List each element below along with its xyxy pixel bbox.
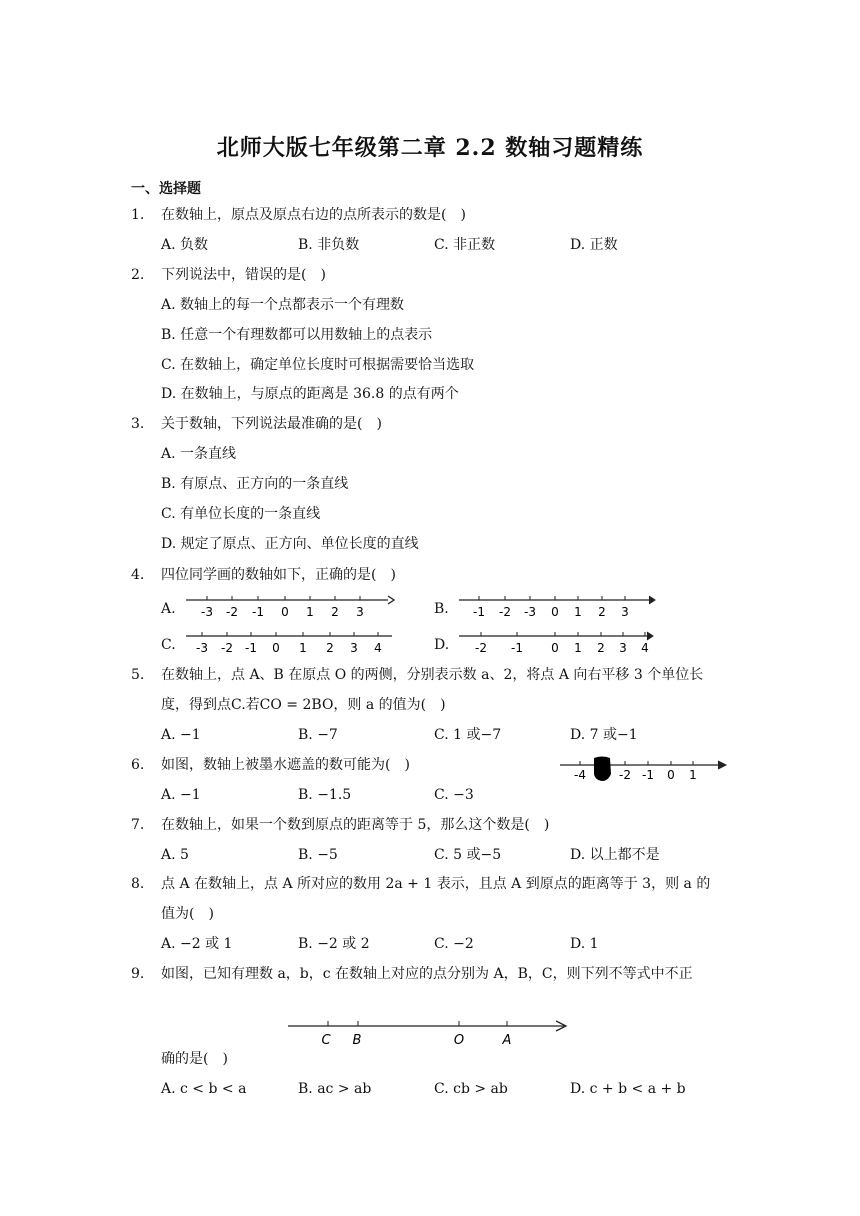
tick-label: 2 — [326, 641, 334, 655]
question-stem: 如图，数轴上被墨水遮盖的数可能为( ) — [161, 757, 410, 773]
tick-label: 0 — [667, 768, 675, 782]
tick-label: -4 — [574, 768, 586, 782]
question-number: 4. — [131, 567, 145, 583]
tick-label: 0 — [551, 605, 559, 619]
question-number: 7. — [131, 817, 145, 833]
tick-label: -2 — [221, 641, 233, 655]
tick-label: 1 — [306, 605, 314, 619]
question-stem-line1: 如图，已知有理数 a，b，c 在数轴上对应的点分别为 A，B，C，则下列不等式中不正 — [161, 966, 693, 982]
option-a: A. −1 — [161, 727, 201, 743]
question-stem: 在数轴上，原点及原点右边的点所表示的数是( ) — [161, 207, 466, 223]
option-a: A. −2 或 1 — [161, 936, 233, 952]
option-c: C. 在数轴上，确定单位长度时可根据需要恰当选取 — [161, 357, 475, 373]
option-b: B. −5 — [298, 847, 338, 863]
option-c: C. 非正数 — [434, 237, 496, 253]
option-d: D. 规定了原点、正方向、单位长度的直线 — [161, 536, 419, 552]
option-b: B. 非负数 — [298, 237, 360, 253]
tick-label: 1 — [689, 768, 697, 782]
points-number-line — [286, 1016, 576, 1052]
option-c: C. 1 或−7 — [434, 727, 502, 743]
number-line-a — [180, 592, 400, 622]
question-stem: 四位同学画的数轴如下，正确的是( ) — [161, 567, 396, 583]
option-d: D. 以上都不是 — [570, 847, 660, 863]
tick-label: -3 — [524, 605, 536, 619]
tick-label: 3 — [356, 605, 364, 619]
option-d: D. — [434, 637, 450, 653]
option-d: D. 1 — [570, 936, 599, 952]
tick-label: 4 — [641, 641, 649, 655]
tick-label: 3 — [619, 641, 627, 655]
tick-label: -2 — [499, 605, 511, 619]
question-number: 5. — [131, 667, 145, 683]
point-label-c: C — [321, 1033, 331, 1048]
option-d: D. 7 或−1 — [570, 727, 638, 743]
option-a: A. 数轴上的每一个点都表示一个有理数 — [161, 297, 405, 313]
inked-number-line — [558, 754, 733, 786]
option-c: C. 5 或−5 — [434, 847, 502, 863]
option-c: C. 有单位长度的一条直线 — [161, 506, 321, 522]
point-label-o: O — [453, 1033, 465, 1048]
question-stem: 在数轴上，如果一个数到原点的距离等于 5，那么这个数是( ) — [161, 817, 550, 833]
question-stem-line1: 点 A 在数轴上，点 A 所对应的数用 2a + 1 表示，且点 A 到原点的距离等于 3，则 a 的 — [161, 876, 711, 892]
option-a: A. — [161, 601, 176, 617]
number-line-d — [455, 628, 665, 658]
option-d: D. c + b < a + b — [570, 1081, 686, 1097]
question-number: 6. — [131, 757, 145, 773]
tick-label: -3 — [196, 641, 208, 655]
question-stem-line2: 确的是( ) — [161, 1051, 228, 1067]
tick-label: -1 — [511, 641, 523, 655]
number-line-b — [455, 592, 665, 622]
tick-label: 4 — [374, 641, 382, 655]
question-number: 1. — [131, 207, 145, 223]
question-stem-line2: 度，得到点C.若CO = 2BO，则 a 的值为( ) — [161, 697, 446, 713]
tick-label: -2 — [226, 605, 238, 619]
tick-label: 0 — [551, 641, 559, 655]
option-d: D. 在数轴上，与原点的距离是 36.8 的点有两个 — [161, 386, 459, 402]
option-b: B. −1.5 — [298, 787, 352, 803]
option-c: C. −2 — [434, 936, 474, 952]
tick-label: -1 — [252, 605, 264, 619]
tick-label: -2 — [475, 641, 487, 655]
tick-label: -1 — [642, 768, 654, 782]
question-number: 8. — [131, 876, 145, 892]
option-d: D. 正数 — [570, 237, 618, 253]
option-b: B. −7 — [298, 727, 338, 743]
point-label-a: A — [502, 1033, 512, 1048]
tick-label: 0 — [281, 605, 289, 619]
section-heading: 一、选择题 — [131, 181, 201, 197]
tick-label: 2 — [597, 641, 605, 655]
option-c: C. −3 — [434, 787, 474, 803]
tick-label: 2 — [598, 605, 606, 619]
question-stem: 下列说法中，错误的是( ) — [161, 267, 326, 283]
option-a: A. −1 — [161, 787, 201, 803]
tick-label: 1 — [299, 641, 307, 655]
question-stem-line2: 值为( ) — [161, 906, 214, 922]
tick-label: 3 — [350, 641, 358, 655]
point-label-b: B — [352, 1033, 362, 1048]
tick-label: 1 — [574, 605, 582, 619]
option-a: A. 负数 — [161, 237, 209, 253]
question-number: 3. — [131, 416, 145, 432]
ink-blot — [594, 757, 611, 782]
tick-label: -1 — [245, 641, 257, 655]
number-line-c — [180, 628, 400, 658]
tick-label: 2 — [331, 605, 339, 619]
page-title: 北师大版七年级第二章 2.2 数轴习题精练 — [216, 135, 644, 161]
option-a: A. 一条直线 — [161, 446, 237, 462]
option-a: A. c < b < a — [161, 1081, 247, 1097]
option-b: B. — [434, 601, 449, 617]
option-b: B. 有原点、正方向的一条直线 — [161, 476, 349, 492]
option-a: A. 5 — [161, 847, 189, 863]
option-b: B. ac > ab — [298, 1081, 372, 1097]
option-c: C. — [161, 637, 176, 653]
question-stem-line1: 在数轴上，点 A、B 在原点 O 的两侧，分别表示数 a、2，将点 A 向右平移 3 个单位长 — [161, 667, 704, 683]
question-stem: 关于数轴，下列说法最准确的是( ) — [161, 416, 382, 432]
tick-label: 1 — [574, 641, 582, 655]
question-number: 2. — [131, 267, 145, 283]
tick-label: 0 — [272, 641, 280, 655]
question-number: 9. — [131, 966, 145, 982]
option-b: B. −2 或 2 — [298, 936, 370, 952]
option-c: C. cb > ab — [434, 1081, 508, 1097]
tick-label: -2 — [619, 768, 631, 782]
tick-label: -1 — [473, 605, 485, 619]
tick-label: -3 — [201, 605, 213, 619]
tick-label: 3 — [621, 605, 629, 619]
option-b: B. 任意一个有理数都可以用数轴上的点表示 — [161, 327, 433, 343]
